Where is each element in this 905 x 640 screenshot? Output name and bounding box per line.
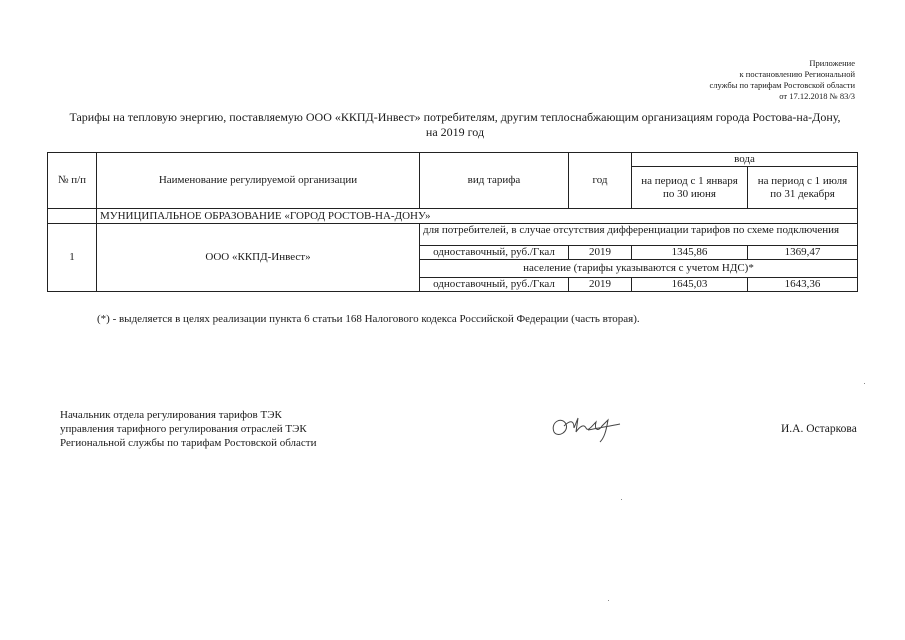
scan-speck xyxy=(608,600,609,601)
scan-speck xyxy=(621,499,622,500)
row2-period-1: 1645,03 xyxy=(632,278,748,292)
row1-tariff-type: одноставочный, руб./Гкал xyxy=(420,246,569,260)
header-num: № п/п xyxy=(48,153,97,209)
section-population: население (тарифы указываются с учетом НДС)* xyxy=(420,260,858,278)
header-org: Наименование регулируемой организации xyxy=(97,153,420,209)
appendix-line: службы по тарифам Ростовской области xyxy=(709,80,855,90)
row1-period-2: 1369,47 xyxy=(748,246,858,260)
title-line: Тарифы на тепловую энергию, поставляемую ООО «ККПД-Инвест» потребителям, другим теплоснабжающим организациям города Ростова-на-Дону, xyxy=(69,110,841,124)
header-year: год xyxy=(569,153,632,209)
municipality-row: МУНИЦИПАЛЬНОЕ ОБРАЗОВАНИЕ «ГОРОД РОСТОВ-НА-ДОНУ» xyxy=(97,209,858,224)
row1-year: 2019 xyxy=(569,246,632,260)
signatory-line: Начальник отдела регулирования тарифов ТЭК xyxy=(60,409,282,421)
signatory-name: И.А. Остаркова xyxy=(781,423,857,435)
appendix-line: Приложение xyxy=(809,58,855,68)
row-num: 1 xyxy=(48,224,97,292)
row2-tariff-type: одноставочный, руб./Гкал xyxy=(420,278,569,292)
municipality-blank xyxy=(48,209,97,224)
header-period-1: на период с 1 января по 30 июня xyxy=(632,167,748,209)
handwritten-signature xyxy=(548,412,628,446)
appendix-line: к постановлению Региональной xyxy=(739,69,855,79)
row-org: ООО «ККПД-Инвест» xyxy=(97,224,420,292)
tariff-table xyxy=(47,152,858,292)
appendix-line: от 17.12.2018 № 83/3 xyxy=(779,91,855,101)
scan-speck xyxy=(864,383,865,384)
header-tariff-type: вид тарифа xyxy=(420,153,569,209)
signatory-line: Региональной службы по тарифам Ростовской области xyxy=(60,437,317,449)
appendix-header xyxy=(709,58,855,102)
footnote: (*) - выделяется в целях реализации пункта 6 статьи 168 Налогового кодекса Российской Федерации (часть вторая). xyxy=(97,313,640,325)
row2-period-2: 1643,36 xyxy=(748,278,858,292)
signatory-position xyxy=(60,408,317,450)
row1-period-1: 1345,86 xyxy=(632,246,748,260)
signatory-line: управления тарифного регулирования отраслей ТЭК xyxy=(60,423,307,435)
header-period-2: на период с 1 июля по 31 декабря xyxy=(748,167,858,209)
section-consumers: для потребителей, в случае отсутствия дифференциации тарифов по схеме подключения xyxy=(420,224,858,246)
document-title xyxy=(60,110,850,140)
title-line: на 2019 год xyxy=(425,125,485,139)
header-water: вода xyxy=(632,153,858,167)
row2-year: 2019 xyxy=(569,278,632,292)
